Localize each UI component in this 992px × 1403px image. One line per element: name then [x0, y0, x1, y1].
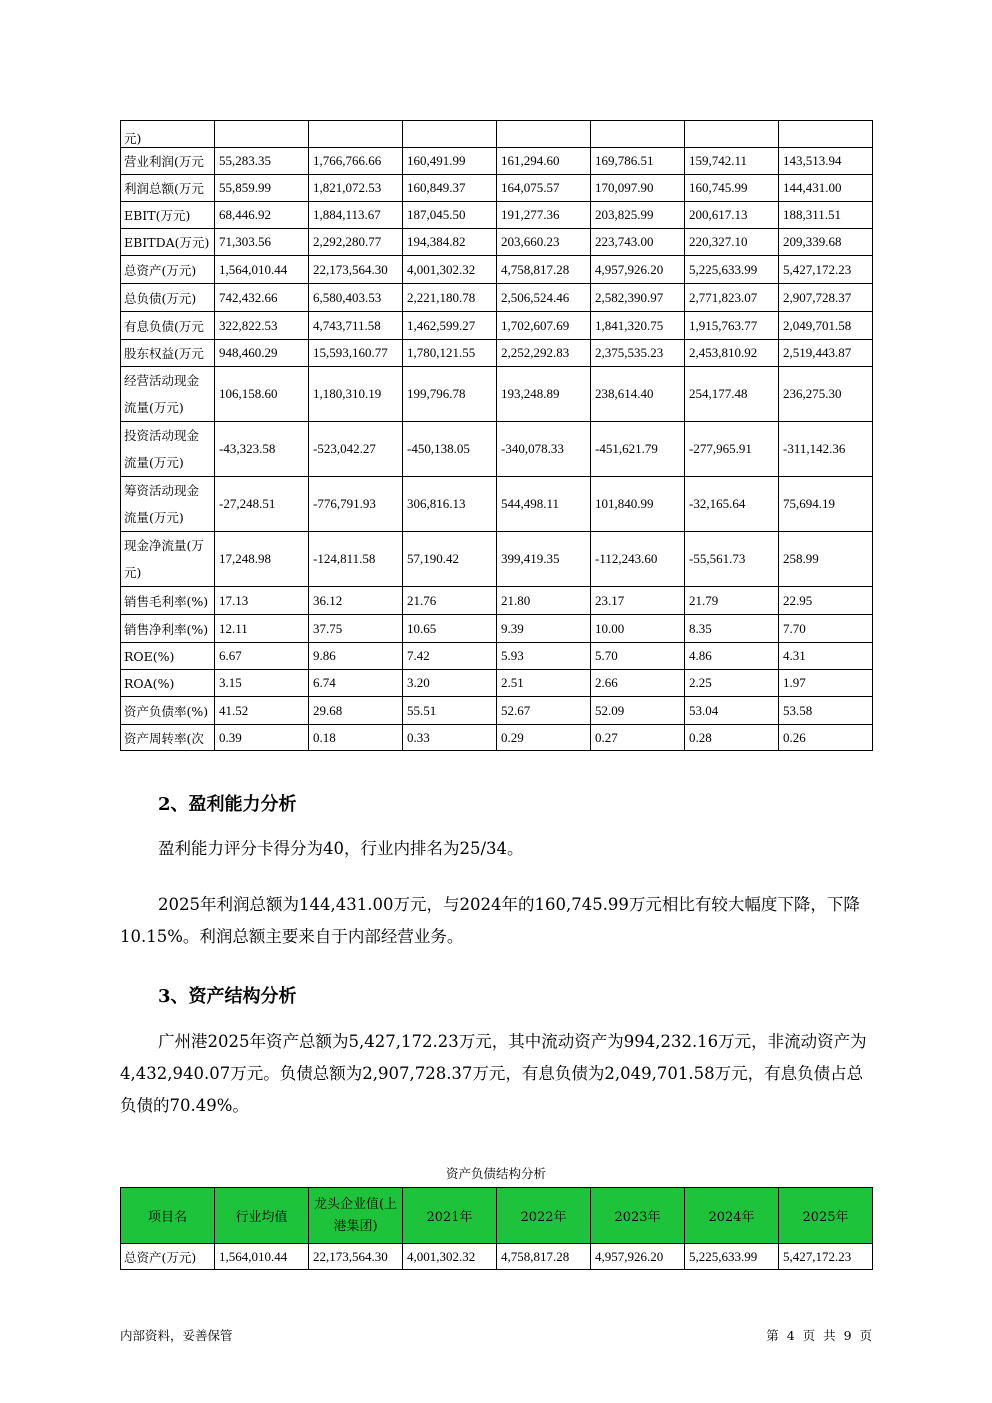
- table-cell: 55.51: [403, 697, 497, 725]
- table-cell: 10.00: [591, 615, 685, 643]
- table-cell: 22,173,564.30: [309, 256, 403, 284]
- table-cell: 3.20: [403, 670, 497, 697]
- section-3-heading: 3、资产结构分析: [158, 986, 297, 1007]
- table-cell: 22,173,564.30: [309, 1244, 403, 1270]
- table-cell: 75,694.19: [779, 477, 873, 532]
- table-cell: 71,303.56: [215, 229, 309, 256]
- table-cell: 160,745.99: [685, 175, 779, 202]
- table-cell: 12.11: [215, 615, 309, 643]
- table-cell: [403, 121, 497, 148]
- table-cell: 37.75: [309, 615, 403, 643]
- table-cell: -43,323.58: [215, 422, 309, 477]
- row-label: 股东权益(万元: [121, 340, 215, 367]
- table-cell: 4,957,926.20: [591, 256, 685, 284]
- table-cell: -340,078.33: [497, 422, 591, 477]
- table-cell: 8.35: [685, 615, 779, 643]
- table-row: [121, 587, 873, 615]
- table-cell: 200,617.13: [685, 202, 779, 229]
- table-cell: -124,811.58: [309, 532, 403, 587]
- table-cell: 1,564,010.44: [215, 256, 309, 284]
- table-cell: 15,593,160.77: [309, 340, 403, 367]
- row-label: 总负债(万元): [121, 284, 215, 312]
- table-cell: 188,311.51: [779, 202, 873, 229]
- row-label: 销售净利率(%): [121, 615, 215, 643]
- table-cell: 52.09: [591, 697, 685, 725]
- table-cell: 9.86: [309, 643, 403, 670]
- table-header-row: [121, 1188, 873, 1244]
- table-cell: 5,225,633.99: [685, 1244, 779, 1270]
- table-row: [121, 229, 873, 256]
- table-cell: 2.25: [685, 670, 779, 697]
- table-cell: 21.80: [497, 587, 591, 615]
- table-cell: 2,049,701.58: [779, 312, 873, 340]
- section-3-paragraph-1: 广州港2025年资产总额为5,427,172.23万元，其中流动资产为994,232.16万元，非流动资产为4,432,940.07万元。负债总额为2,907,728.37万元，有息负债为2,049,701.58万元，有息负债占总负债的70.49%。: [120, 1032, 867, 1115]
- table-row: [121, 148, 873, 175]
- table-cell: 322,822.53: [215, 312, 309, 340]
- table-cell: [215, 121, 309, 148]
- table-cell: -776,791.93: [309, 477, 403, 532]
- table-cell: 203,660.23: [497, 229, 591, 256]
- table-cell: 0.26: [779, 725, 873, 751]
- table-cell: 1,884,113.67: [309, 202, 403, 229]
- table-cell: 106,158.60: [215, 367, 309, 422]
- table-cell: 4.31: [779, 643, 873, 670]
- table-row: [121, 532, 873, 587]
- table-cell: 6.67: [215, 643, 309, 670]
- table-cell: 4,758,817.28: [497, 1244, 591, 1270]
- table-cell: 5,225,633.99: [685, 256, 779, 284]
- column-header: 2024年: [685, 1188, 779, 1244]
- table-cell: 23.17: [591, 587, 685, 615]
- table-cell: [591, 121, 685, 148]
- table-cell: 0.29: [497, 725, 591, 751]
- row-label: 元): [121, 121, 215, 148]
- table-cell: [309, 121, 403, 148]
- table-cell: 57,190.42: [403, 532, 497, 587]
- table-cell: 238,614.40: [591, 367, 685, 422]
- row-label: 总资产(万元): [121, 1244, 215, 1270]
- row-label: 销售毛利率(%): [121, 587, 215, 615]
- table-cell: 191,277.36: [497, 202, 591, 229]
- table-cell: 544,498.11: [497, 477, 591, 532]
- table-cell: 1,915,763.77: [685, 312, 779, 340]
- table-cell: -451,621.79: [591, 422, 685, 477]
- row-label: EBIT(万元): [121, 202, 215, 229]
- table-cell: 0.27: [591, 725, 685, 751]
- table-row: [121, 1244, 873, 1270]
- table-cell: 399,419.35: [497, 532, 591, 587]
- table-cell: 0.33: [403, 725, 497, 751]
- table-cell: 2,907,728.37: [779, 284, 873, 312]
- table-cell: 742,432.66: [215, 284, 309, 312]
- table-cell: 9.39: [497, 615, 591, 643]
- table-cell: 2,771,823.07: [685, 284, 779, 312]
- row-label: 营业利润(万元: [121, 148, 215, 175]
- table-cell: 4.86: [685, 643, 779, 670]
- table-cell: 4,758,817.28: [497, 256, 591, 284]
- table-cell: -450,138.05: [403, 422, 497, 477]
- table-cell: 236,275.30: [779, 367, 873, 422]
- table-cell: -27,248.51: [215, 477, 309, 532]
- table-row: [121, 697, 873, 725]
- table-cell: -277,965.91: [685, 422, 779, 477]
- table-cell: 55,859.99: [215, 175, 309, 202]
- table-caption: 资产负债结构分析: [445, 1166, 546, 1181]
- row-label: 经营活动现金流量(万元): [121, 367, 215, 422]
- row-label: 资产负债率(%): [121, 697, 215, 725]
- section-2-paragraph-1: 盈利能力评分卡得分为40，行业内排名为25/34。: [158, 839, 524, 858]
- table-cell: 948,460.29: [215, 340, 309, 367]
- table-cell: 21.76: [403, 587, 497, 615]
- table-cell: 36.12: [309, 587, 403, 615]
- column-header: 行业均值: [215, 1188, 309, 1244]
- column-header: 2021年: [403, 1188, 497, 1244]
- table-cell: 2,252,292.83: [497, 340, 591, 367]
- table-cell: 17.13: [215, 587, 309, 615]
- row-label: 投资活动现金流量(万元): [121, 422, 215, 477]
- table-cell: 187,045.50: [403, 202, 497, 229]
- table-cell: 1,180,310.19: [309, 367, 403, 422]
- table-cell: 17,248.98: [215, 532, 309, 587]
- section-2-heading: 2、盈利能力分析: [158, 794, 297, 815]
- table-cell: 4,001,302.32: [403, 256, 497, 284]
- table-cell: 4,957,926.20: [591, 1244, 685, 1270]
- table-cell: 2,221,180.78: [403, 284, 497, 312]
- table-cell: [685, 121, 779, 148]
- table-cell: 2,506,524.46: [497, 284, 591, 312]
- table-cell: 1.97: [779, 670, 873, 697]
- table-cell: 2,582,390.97: [591, 284, 685, 312]
- table-cell: 254,177.48: [685, 367, 779, 422]
- table-cell: 143,513.94: [779, 148, 873, 175]
- table-row: [121, 284, 873, 312]
- table-cell: 160,849.37: [403, 175, 497, 202]
- table-cell: -55,561.73: [685, 532, 779, 587]
- table-row: [121, 367, 873, 422]
- table-cell: 21.79: [685, 587, 779, 615]
- table-cell: 1,462,599.27: [403, 312, 497, 340]
- table-cell: 1,564,010.44: [215, 1244, 309, 1270]
- table-row: [121, 643, 873, 670]
- table-cell: 2,292,280.77: [309, 229, 403, 256]
- table-cell: -523,042.27: [309, 422, 403, 477]
- table-cell: 29.68: [309, 697, 403, 725]
- table-cell: 7.70: [779, 615, 873, 643]
- table-cell: 203,825.99: [591, 202, 685, 229]
- table-cell: 68,446.92: [215, 202, 309, 229]
- table-cell: -112,243.60: [591, 532, 685, 587]
- table-row: [121, 121, 873, 148]
- footer-confidential-note: 内部资料，妥善保管: [120, 1328, 233, 1343]
- table-cell: 3.15: [215, 670, 309, 697]
- row-label: 利润总额(万元: [121, 175, 215, 202]
- table-cell: 1,766,766.66: [309, 148, 403, 175]
- table-cell: 2,375,535.23: [591, 340, 685, 367]
- balance-sheet-structure-table: [120, 1187, 873, 1270]
- column-header: 2025年: [779, 1188, 873, 1244]
- table-cell: 193,248.89: [497, 367, 591, 422]
- row-label: 资产周转率(次: [121, 725, 215, 751]
- table-cell: 10.65: [403, 615, 497, 643]
- table-cell: 1,702,607.69: [497, 312, 591, 340]
- table-cell: 1,821,072.53: [309, 175, 403, 202]
- row-label: 筹资活动现金流量(万元): [121, 477, 215, 532]
- table-cell: 161,294.60: [497, 148, 591, 175]
- table-cell: 306,816.13: [403, 477, 497, 532]
- table-cell: 0.39: [215, 725, 309, 751]
- footer-page-number: 第 4 页 共 9 页: [766, 1328, 872, 1343]
- table-cell: 2.51: [497, 670, 591, 697]
- column-header: 龙头企业值(上港集团): [309, 1188, 403, 1244]
- table-cell: 194,384.82: [403, 229, 497, 256]
- table-cell: 5,427,172.23: [779, 256, 873, 284]
- table-cell: 160,491.99: [403, 148, 497, 175]
- table-row: [121, 670, 873, 697]
- table-cell: 164,075.57: [497, 175, 591, 202]
- table-row: [121, 725, 873, 751]
- table-cell: 55,283.35: [215, 148, 309, 175]
- table-cell: 144,431.00: [779, 175, 873, 202]
- table-cell: 1,780,121.55: [403, 340, 497, 367]
- table-row: [121, 422, 873, 477]
- row-label: 现金净流量(万元): [121, 532, 215, 587]
- table-cell: 6.74: [309, 670, 403, 697]
- column-header: 2023年: [591, 1188, 685, 1244]
- row-label: ROE(%): [121, 643, 215, 670]
- row-label: 有息负债(万元: [121, 312, 215, 340]
- table-row: [121, 175, 873, 202]
- row-label: ROA(%): [121, 670, 215, 697]
- table-row: [121, 615, 873, 643]
- table-cell: -311,142.36: [779, 422, 873, 477]
- table-cell: 53.58: [779, 697, 873, 725]
- table-cell: 0.18: [309, 725, 403, 751]
- table-cell: 22.95: [779, 587, 873, 615]
- table-cell: [497, 121, 591, 148]
- table-cell: 101,840.99: [591, 477, 685, 532]
- table-row: [121, 312, 873, 340]
- table-cell: 5.70: [591, 643, 685, 670]
- table-cell: 2,519,443.87: [779, 340, 873, 367]
- table-cell: -32,165.64: [685, 477, 779, 532]
- column-header: 项目名: [121, 1188, 215, 1244]
- table-cell: 199,796.78: [403, 367, 497, 422]
- column-header: 2022年: [497, 1188, 591, 1244]
- section-2-paragraph-2: 2025年利润总额为144,431.00万元，与2024年的160,745.99万元相比有较大幅度下降，下降10.15%。利润总额主要来自于内部经营业务。: [120, 895, 860, 946]
- table-row: [121, 256, 873, 284]
- table-cell: 2,453,810.92: [685, 340, 779, 367]
- table-cell: 2.66: [591, 670, 685, 697]
- table-cell: 4,001,302.32: [403, 1244, 497, 1270]
- table-cell: 170,097.90: [591, 175, 685, 202]
- table-row: [121, 340, 873, 367]
- table-cell: 7.42: [403, 643, 497, 670]
- table-cell: 169,786.51: [591, 148, 685, 175]
- table-cell: 53.04: [685, 697, 779, 725]
- table-cell: 6,580,403.53: [309, 284, 403, 312]
- table-row: [121, 202, 873, 229]
- table-cell: 4,743,711.58: [309, 312, 403, 340]
- table-cell: 0.28: [685, 725, 779, 751]
- table-row: [121, 477, 873, 532]
- table-cell: 1,841,320.75: [591, 312, 685, 340]
- table-cell: 5,427,172.23: [779, 1244, 873, 1270]
- financial-indicators-table: [120, 120, 873, 751]
- table-cell: 220,327.10: [685, 229, 779, 256]
- table-cell: 5.93: [497, 643, 591, 670]
- table-cell: [779, 121, 873, 148]
- table-cell: 209,339.68: [779, 229, 873, 256]
- table-cell: 159,742.11: [685, 148, 779, 175]
- table-cell: 223,743.00: [591, 229, 685, 256]
- table-cell: 41.52: [215, 697, 309, 725]
- row-label: EBITDA(万元): [121, 229, 215, 256]
- table-cell: 258.99: [779, 532, 873, 587]
- row-label: 总资产(万元): [121, 256, 215, 284]
- table-cell: 52.67: [497, 697, 591, 725]
